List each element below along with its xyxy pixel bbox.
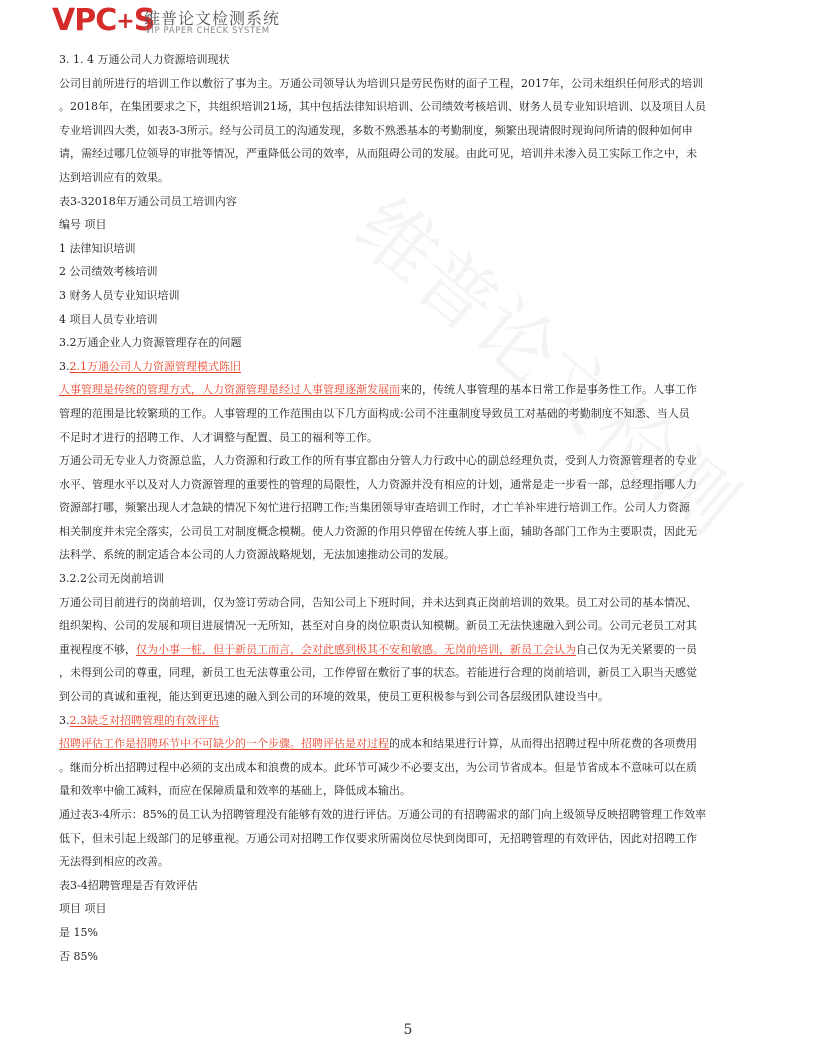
text-line — [59, 520, 759, 544]
text-line — [59, 945, 759, 969]
text-segment: 相关制度并未完全落实，公司员工对制度概念模糊。使人力资源的作用只停留在传统人事上面，辅助各部门工作为主要职责，因此无 — [59, 524, 697, 538]
text-segment: 无法得到相应的改善。 — [59, 855, 169, 869]
text-segment: 编号 项目 — [59, 218, 107, 232]
text-segment: 量和效率中偷工减料，而应在保障质量和效率的基础上，降低成本输出。 — [59, 784, 411, 798]
text-line — [59, 166, 759, 190]
text-segment: 2 公司绩效考核培训 — [59, 265, 158, 279]
text-line — [59, 284, 759, 308]
logo-letter: C — [95, 3, 117, 38]
header-logo — [52, 4, 352, 38]
text-line — [59, 48, 759, 72]
text-segment: 3.2万通企业人力资源管理存在的问题 — [59, 336, 242, 350]
text-segment: 公司目前所进行的培训工作以敷衍了事为主。万通公司领导认为培训只是劳民伤财的面子工程，2017年，公司未组织任何形式的培训 — [59, 76, 703, 90]
text-segment: 。继而分析出招聘过程中必须的支出成本和浪费的成本。此环节可减少不必要支出，为公司节省成本。但是节省成本不意味可以在质 — [59, 760, 697, 774]
text-line — [59, 402, 759, 426]
highlighted-text: 人事管理是传统的管理方式，人力资源管理是经过人事管理逐渐发展而 — [59, 383, 400, 397]
text-segment: 达到培训应有的效果。 — [59, 170, 169, 184]
page-number: 5 — [403, 1022, 413, 1038]
text-segment: 自己仅为无关紧要的一员 — [576, 642, 697, 656]
text-line — [59, 709, 759, 733]
text-segment: 管理的范围是比较繁琐的工作。人事管理的工作范围由以下几方面构成:公司不注重制度导致员工对基础的考勤制度不知悉、当人员 — [59, 406, 690, 420]
text-line — [59, 921, 759, 945]
text-segment: 法科学、系统的制定适合本公司的人力资源战略规划，无法加速推动公司的发展。 — [59, 548, 455, 562]
logo-letter: P — [74, 3, 96, 38]
text-line — [59, 378, 759, 402]
text-line — [59, 473, 759, 497]
highlighted-text: 招聘评估工作是招聘环节中不可缺少的一个步骤。招聘评估是对过程 — [59, 737, 389, 751]
logo-english-name: VIP PAPER CHECK SYSTEM — [145, 26, 270, 36]
text-segment: 资源部打哪，频繁出现人才急缺的情况下匆忙进行招聘工作;当集团领导审查培训工作时，才亡羊补牢进行培训工作。公司人力资源 — [59, 501, 690, 515]
text-segment: 万通公司无专业人力资源总监，人力资源和行政工作的所有事宜都由分管人力行政中心的副总经理负责，受到人力资源管理者的专业 — [59, 454, 697, 468]
text-line — [59, 591, 759, 615]
text-line — [59, 426, 759, 450]
text-line — [59, 190, 759, 214]
text-line — [59, 850, 759, 874]
text-line — [59, 237, 759, 261]
text-line — [59, 213, 759, 237]
text-line — [59, 874, 759, 898]
text-line — [59, 897, 759, 921]
logo-letter: V — [52, 3, 75, 38]
text-segment: 不足时才进行的招聘工作、人才调整与配置、员工的福利等工作。 — [59, 430, 378, 444]
text-line — [59, 614, 759, 638]
text-line — [59, 72, 759, 96]
document-body — [59, 48, 759, 968]
text-line — [59, 260, 759, 284]
text-line — [59, 355, 759, 379]
highlighted-text: 2.1万通公司人力资源管理模式陈旧 — [69, 359, 241, 373]
text-segment: ，未得到公司的尊重，同理，新员工也无法尊重公司，工作停留在敷衍了事的状态。若能进行合理的岗前培训，新员工入职当天感觉 — [59, 666, 697, 680]
text-segment: 3. 1. 4 万通公司人力资源培训现状 — [59, 53, 230, 66]
text-line — [59, 543, 759, 567]
text-segment: 的成本和结果进行计算，从而得出招聘过程中所花费的各项费用 — [389, 737, 697, 751]
text-segment: 3. — [59, 713, 70, 727]
text-segment: 3.2.2公司无岗前培训 — [59, 572, 164, 586]
text-segment: 到公司的真诚和重视，能达到更迅速的融入到公司的环境的效果，使员工更积极参与到公司各层级团队建设当中。 — [59, 690, 609, 704]
text-segment: 表3-32018年万通公司员工培训内容 — [59, 194, 237, 208]
text-line — [59, 119, 759, 143]
text-segment: 表3-4招聘管理是否有效评估 — [59, 878, 198, 892]
text-line — [59, 449, 759, 473]
text-segment: 。2018年，在集团要求之下，共组织培训21场，其中包括法律知识培训、公司绩效考核培训、财务人员专业知识培训、以及项目人员 — [59, 100, 706, 114]
text-segment: 否 85% — [59, 949, 98, 963]
text-line — [59, 661, 759, 685]
highlighted-text: 2.3缺乏对招聘管理的有效评估 — [69, 713, 219, 727]
text-segment: 3. — [59, 359, 70, 373]
text-line — [59, 567, 759, 591]
text-line — [59, 827, 759, 851]
text-segment: 重视程度不够， — [59, 642, 136, 656]
text-line — [59, 331, 759, 355]
text-segment: 水平、管理水平以及对人力资源管理的重要性的管理的局限性，人力资源并没有相应的计划，通常是走一步看一部，总经理指哪人力 — [59, 477, 697, 491]
text-segment: 组织架构、公司的发展和项目进展情况一无所知，甚至对自身的岗位职责认知模糊。新员工无法快速融入到公司。公司元老员工对其 — [59, 619, 697, 633]
logo-letter: S — [133, 3, 155, 38]
highlighted-text: 仅为小事一桩，但于新员工而言，会对此感到极其不安和敏感。无岗前培训，新员工会认为 — [136, 642, 576, 656]
text-segment: 请，需经过哪几位领导的审批等情况，严重降低公司的效率，从而阻碍公司的发展。由此可见，培训并未渗入员工实际工作之中，未 — [59, 147, 697, 161]
text-line — [59, 779, 759, 803]
text-segment: 通过表3-4所示：85%的员工认为招聘管理没有能够有效的进行评估。万通公司的有招聘需求的部门向上级领导反映招聘管理工作效率 — [59, 808, 707, 821]
text-line — [59, 803, 759, 827]
logo-chinese-name: 维普论文检测系统 — [144, 9, 281, 28]
text-line — [59, 496, 759, 520]
text-segment: 专业培训四大类，如表3-3所示。经与公司员工的沟通发现，多数不熟悉基本的考勤制度，频繁出现请假时现询问所请的假种如何申 — [59, 123, 693, 137]
text-line — [59, 638, 759, 662]
text-line — [59, 685, 759, 709]
text-segment: 1 法律知识培训 — [59, 241, 136, 255]
text-segment: 4 项目人员专业培训 — [59, 312, 158, 326]
text-segment: 低下，但未引起上级部门的足够重视。万通公司对招聘工作仅要求所需岗位尽快到岗即可，无招聘管理的有效评估，因此对招聘工作 — [59, 831, 697, 845]
text-segment: 万通公司目前进行的岗前培训，仅为签订劳动合同，告知公司上下班时间，并未达到真正岗前培训的效果。员工对公司的基本情况、 — [59, 595, 697, 609]
logo-mark — [52, 4, 154, 39]
text-segment: 是 15% — [59, 925, 98, 939]
text-line — [59, 732, 759, 756]
logo-plus-icon: + — [116, 9, 134, 34]
text-segment: 来的，传统人事管理的基本日常工作是事务性工作。人事工作 — [400, 383, 697, 397]
text-segment: 3 财务人员专业知识培训 — [59, 288, 180, 302]
text-segment: 项目 项目 — [59, 902, 107, 916]
text-line — [59, 756, 759, 780]
text-line — [59, 95, 759, 119]
text-line — [59, 142, 759, 166]
text-line — [59, 308, 759, 332]
